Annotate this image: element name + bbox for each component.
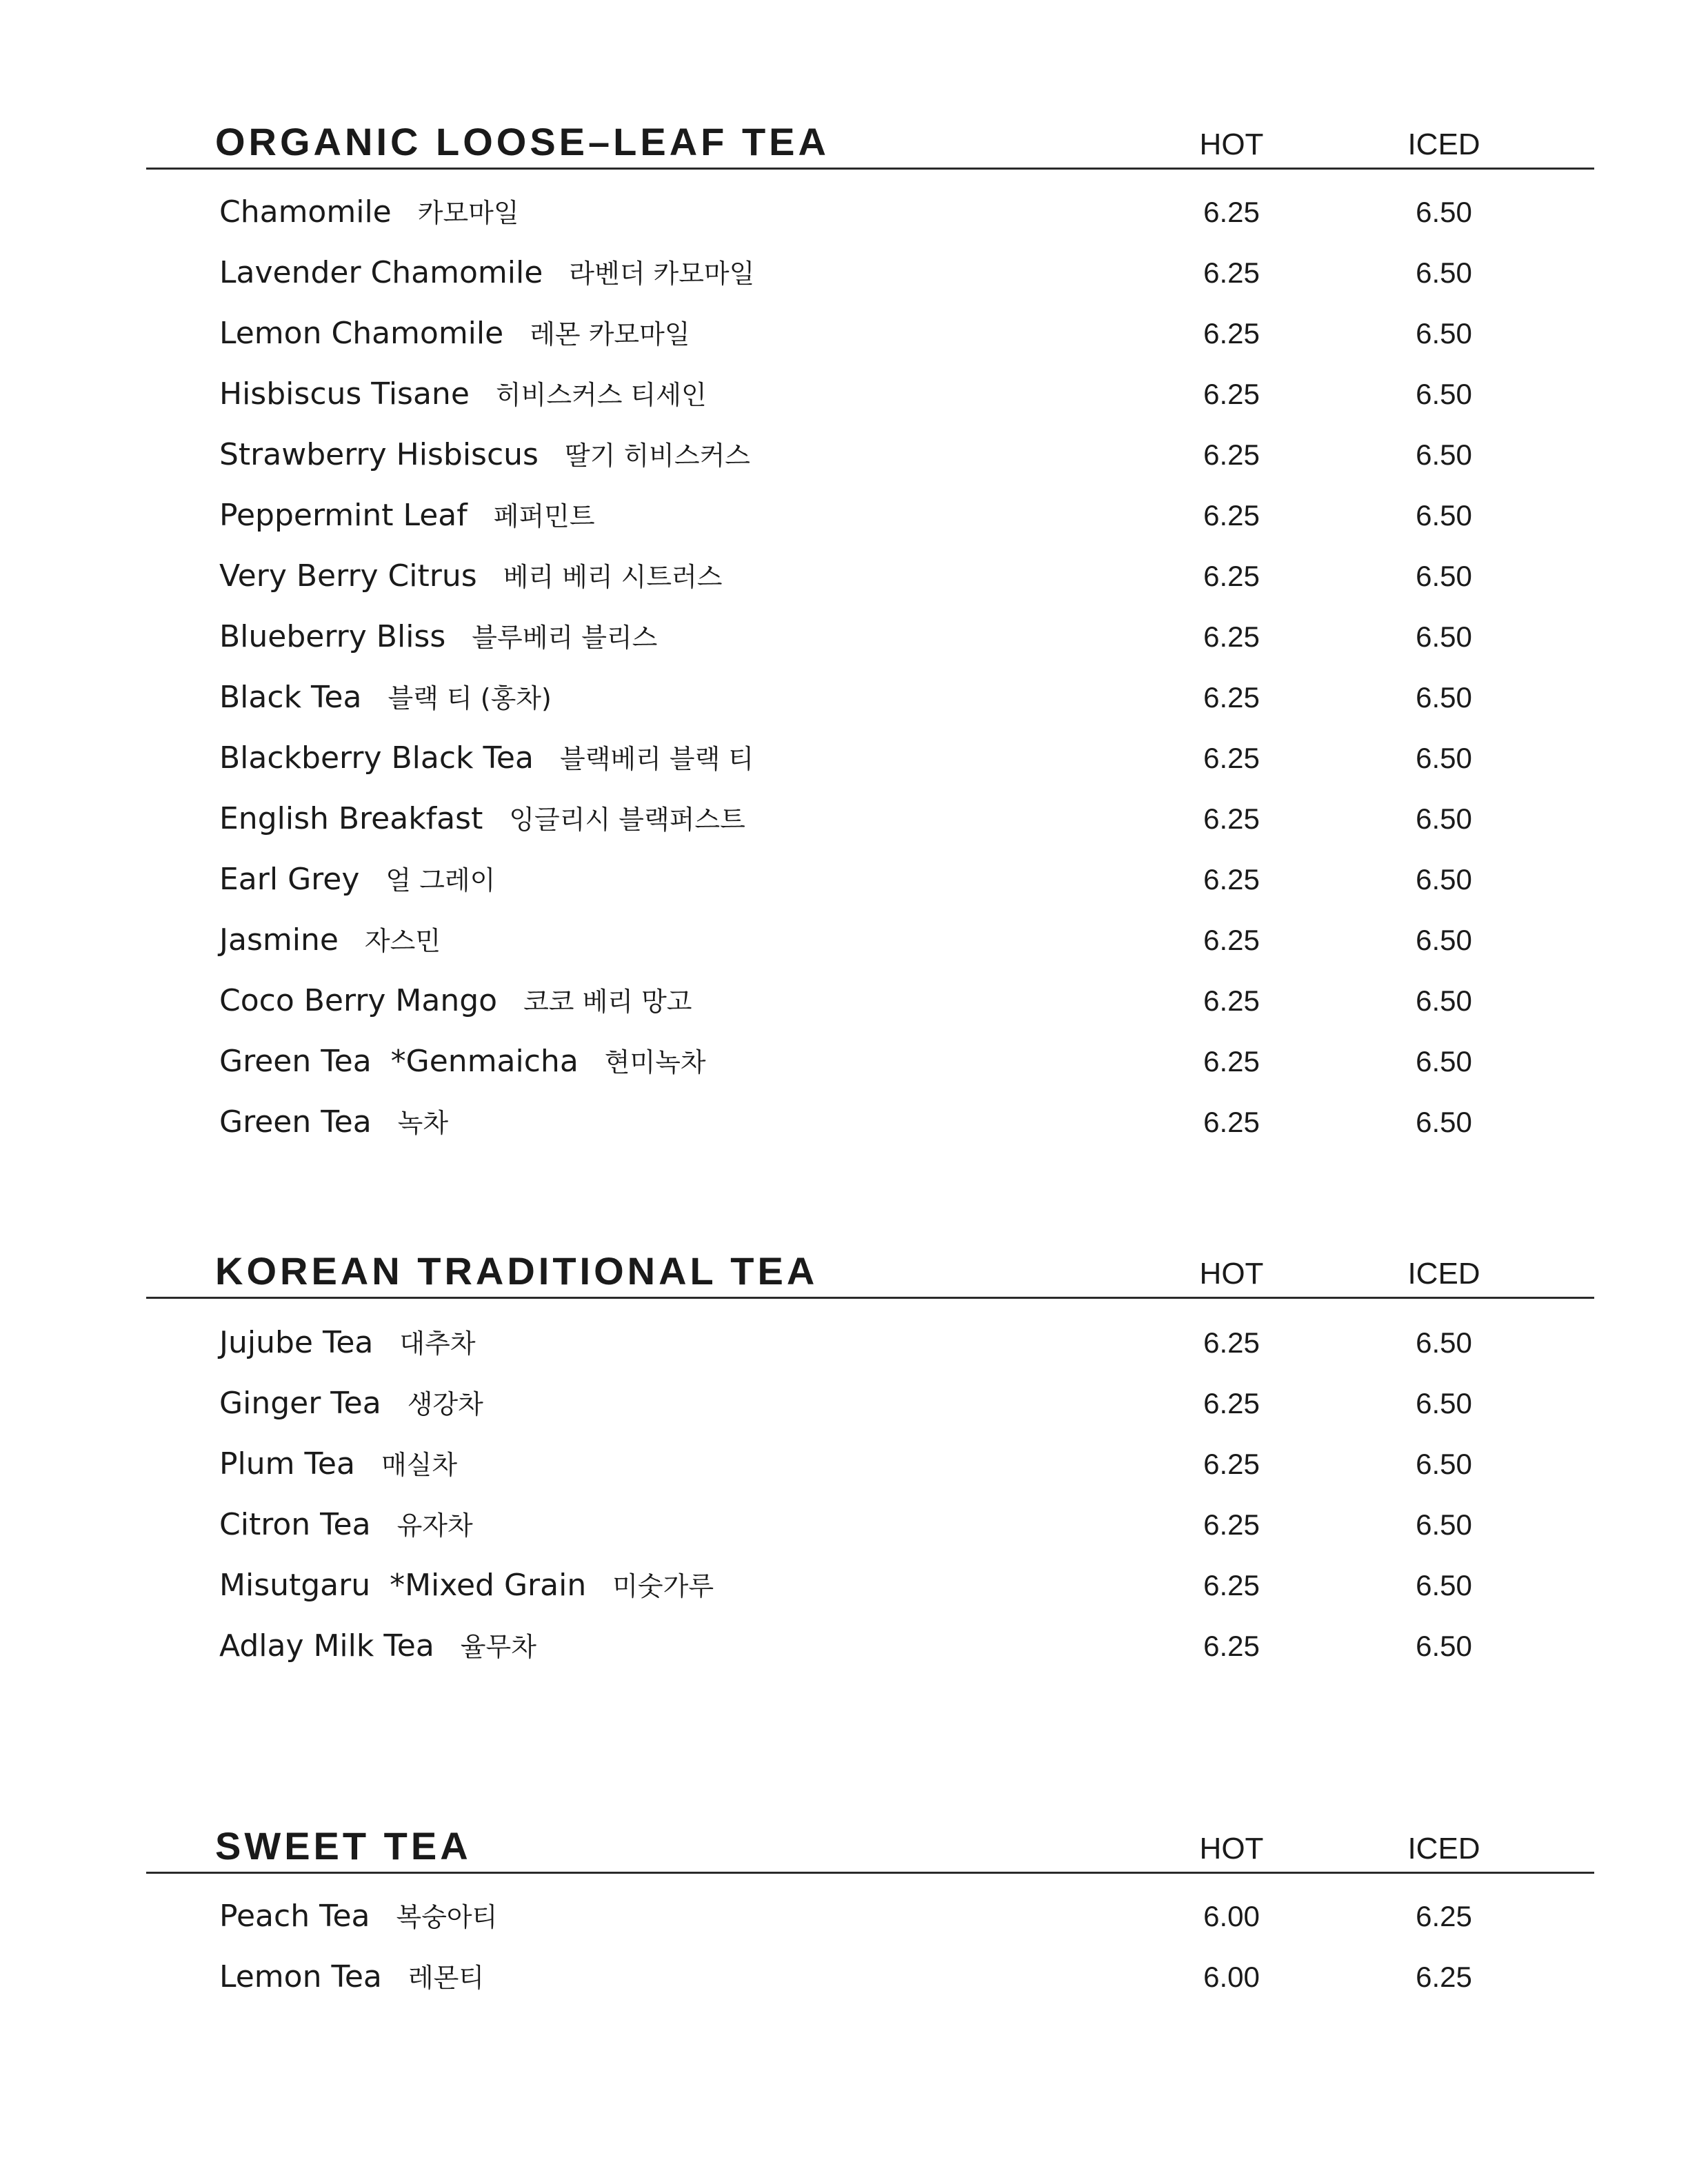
- menu-item: [0, 728, 1688, 789]
- hot-price: 6.00: [1203, 1961, 1260, 1993]
- section-title: KOREAN TRADITIONAL TEA: [215, 1249, 818, 1293]
- hot-column-label: HOT: [1199, 1257, 1264, 1291]
- item-name-korean: 녹차: [397, 1108, 449, 1138]
- hot-price: 6.25: [1203, 620, 1260, 653]
- item-name-korean: 미숫가루: [612, 1571, 714, 1601]
- iced-column-label: ICED: [1407, 1257, 1480, 1291]
- menu-item: [0, 1555, 1688, 1616]
- iced-price: 6.50: [1416, 742, 1472, 774]
- section-title: SWEET TEA: [215, 1824, 472, 1868]
- hot-price: 6.25: [1203, 1387, 1260, 1419]
- item-name-english: Plum Tea: [219, 1446, 355, 1482]
- item-name-korean: 코코 베리 망고: [523, 987, 692, 1017]
- menu-item: [0, 243, 1688, 303]
- menu-item: [0, 1031, 1688, 1092]
- iced-price: 6.50: [1416, 317, 1472, 350]
- item-name-english: Lavender Chamomile: [219, 255, 543, 290]
- item-name-english: Blackberry Black Tea: [219, 740, 534, 776]
- section-divider: [146, 1297, 1594, 1299]
- section-korean-traditional-tea: [0, 1233, 1688, 1664]
- iced-column-label: ICED: [1407, 1832, 1480, 1866]
- item-name-korean: 블루베리 블리스: [472, 623, 658, 653]
- hot-price: 6.25: [1203, 1106, 1260, 1138]
- iced-price: 6.50: [1416, 1045, 1472, 1078]
- iced-price: 6.50: [1416, 681, 1472, 714]
- section-header: [0, 1233, 1688, 1295]
- section-title: ORGANIC LOOSE–LEAF TEA: [215, 120, 830, 163]
- item-name-english: Green Tea *Genmaicha: [219, 1044, 579, 1079]
- menu-item: [0, 1434, 1688, 1495]
- item-name-korean: 블랙 티 (홍차): [388, 683, 552, 714]
- item-name-korean: 얼 그레이: [385, 865, 496, 896]
- item-name-english: English Breakfast: [219, 801, 483, 836]
- section-header: [0, 1808, 1688, 1870]
- hot-price: 6.25: [1203, 196, 1260, 228]
- item-name-korean: 히비스커스 티세인: [495, 380, 707, 410]
- iced-price: 6.25: [1416, 1900, 1472, 1932]
- menu-item: [0, 1495, 1688, 1555]
- menu-item: [0, 607, 1688, 667]
- hot-price: 6.25: [1203, 984, 1260, 1017]
- item-name-english: Black Tea: [219, 680, 362, 715]
- hot-price: 6.25: [1203, 802, 1260, 835]
- hot-price: 6.25: [1203, 378, 1260, 410]
- hot-price: 6.25: [1203, 1448, 1260, 1480]
- iced-column-label: ICED: [1407, 128, 1480, 161]
- item-name-korean: 레몬티: [408, 1963, 485, 1993]
- item-name-korean: 매실차: [381, 1450, 458, 1480]
- hot-price: 6.25: [1203, 1569, 1260, 1601]
- hot-column-label: HOT: [1199, 128, 1264, 161]
- iced-price: 6.50: [1416, 560, 1472, 592]
- item-name-korean: 레몬 카모마일: [530, 319, 690, 350]
- item-name-korean: 복숭아티: [396, 1902, 498, 1932]
- menu-item: [0, 182, 1688, 243]
- menu-item: [0, 1373, 1688, 1434]
- item-name-english: Lemon Chamomile: [219, 316, 504, 351]
- item-name-korean: 유자차: [396, 1510, 473, 1541]
- iced-price: 6.50: [1416, 863, 1472, 896]
- hot-price: 6.25: [1203, 1630, 1260, 1662]
- hot-price: 6.25: [1203, 256, 1260, 289]
- item-name-english: Coco Berry Mango: [219, 983, 498, 1018]
- item-name-english: Jasmine: [219, 922, 339, 958]
- iced-price: 6.50: [1416, 438, 1472, 471]
- item-name-korean: 자스민: [364, 926, 441, 956]
- item-name-korean: 카모마일: [417, 198, 519, 228]
- iced-price: 6.50: [1416, 1448, 1472, 1480]
- hot-price: 6.25: [1203, 1045, 1260, 1078]
- item-name-english: Very Berry Citrus: [219, 558, 477, 594]
- iced-price: 6.50: [1416, 1387, 1472, 1419]
- item-name-english: Strawberry Hisbiscus: [219, 437, 539, 472]
- menu-item: [0, 1947, 1688, 2008]
- item-name-korean: 율무차: [460, 1632, 536, 1662]
- iced-price: 6.50: [1416, 1508, 1472, 1541]
- item-name-english: Jujube Tea: [219, 1325, 374, 1360]
- hot-price: 6.25: [1203, 317, 1260, 350]
- section-divider: [146, 168, 1594, 170]
- item-name-korean: 블랙베리 블랙 티: [559, 744, 754, 774]
- item-name-korean: 대추차: [399, 1328, 476, 1359]
- section-sweet-tea: [0, 1808, 1688, 1994]
- iced-price: 6.50: [1416, 620, 1472, 653]
- hot-price: 6.25: [1203, 1508, 1260, 1541]
- item-name-english: Hisbiscus Tisane: [219, 376, 470, 412]
- item-name-korean: 베리 베리 시트러스: [503, 562, 723, 592]
- iced-price: 6.50: [1416, 1630, 1472, 1662]
- hot-price: 6.25: [1203, 560, 1260, 592]
- hot-column-label: HOT: [1199, 1832, 1264, 1866]
- iced-price: 6.50: [1416, 196, 1472, 228]
- iced-price: 6.50: [1416, 499, 1472, 532]
- item-name-english: Green Tea: [219, 1104, 372, 1140]
- section-header: [0, 103, 1688, 165]
- item-name-english: Lemon Tea: [219, 1959, 382, 1994]
- item-name-korean: 생강차: [407, 1389, 483, 1419]
- item-name-english: Earl Grey: [219, 862, 360, 897]
- item-name-korean: 잉글리시 블랙퍼스트: [509, 805, 745, 835]
- iced-price: 6.50: [1416, 256, 1472, 289]
- iced-price: 6.50: [1416, 924, 1472, 956]
- menu-item: [0, 971, 1688, 1031]
- menu-item: [0, 1313, 1688, 1373]
- item-name-english: Peach Tea: [219, 1899, 370, 1934]
- item-name-english: Adlay Milk Tea: [219, 1628, 434, 1664]
- menu-item: [0, 910, 1688, 971]
- iced-price: 6.50: [1416, 1326, 1472, 1359]
- menu-item: [0, 303, 1688, 364]
- item-name-english: Ginger Tea: [219, 1386, 381, 1421]
- menu-list: [0, 1313, 1688, 1677]
- menu-item: [0, 364, 1688, 425]
- menu-item: [0, 546, 1688, 607]
- hot-price: 6.25: [1203, 438, 1260, 471]
- section-divider: [146, 1872, 1594, 1874]
- iced-price: 6.50: [1416, 1569, 1472, 1601]
- item-name-english: Misutgaru *Mixed Grain: [219, 1568, 587, 1603]
- item-name-english: Peppermint Leaf: [219, 498, 468, 533]
- iced-price: 6.50: [1416, 1106, 1472, 1138]
- hot-price: 6.25: [1203, 681, 1260, 714]
- iced-price: 6.50: [1416, 802, 1472, 835]
- hot-price: 6.25: [1203, 742, 1260, 774]
- iced-price: 6.50: [1416, 378, 1472, 410]
- hot-price: 6.25: [1203, 499, 1260, 532]
- hot-price: 6.25: [1203, 1326, 1260, 1359]
- menu-item: [0, 667, 1688, 728]
- menu-item: [0, 1616, 1688, 1677]
- item-name-korean: 딸기 히비스커스: [564, 441, 751, 471]
- menu-list: [0, 182, 1688, 1153]
- item-name-english: Blueberry Bliss: [219, 619, 446, 654]
- iced-price: 6.25: [1416, 1961, 1472, 1993]
- item-name-english: Citron Tea: [219, 1507, 371, 1542]
- item-name-korean: 라벤더 카모마일: [569, 259, 755, 289]
- menu-list: [0, 1886, 1688, 2008]
- menu-item: [0, 849, 1688, 910]
- menu-item: [0, 425, 1688, 485]
- item-name-korean: 페퍼민트: [493, 501, 595, 532]
- hot-price: 6.25: [1203, 924, 1260, 956]
- item-name-english: Chamomile: [219, 194, 392, 230]
- hot-price: 6.25: [1203, 863, 1260, 896]
- hot-price: 6.00: [1203, 1900, 1260, 1932]
- menu-item: [0, 485, 1688, 546]
- item-name-korean: 현미녹차: [604, 1047, 706, 1078]
- section-organic-loose-leaf-tea: [0, 103, 1688, 1140]
- menu-item: [0, 789, 1688, 849]
- iced-price: 6.50: [1416, 984, 1472, 1017]
- menu-item: [0, 1886, 1688, 1947]
- menu-item: [0, 1092, 1688, 1153]
